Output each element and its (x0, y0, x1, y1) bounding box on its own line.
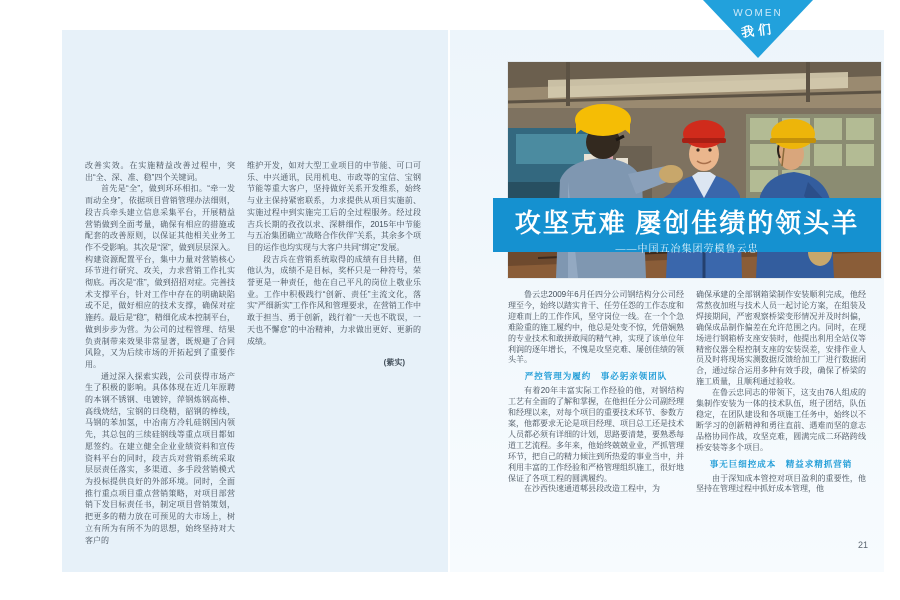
article-subtitle: ——中国五冶集团劳模鲁云忠 (615, 244, 759, 255)
right-page-columns (508, 290, 866, 495)
byline: (紫实) (383, 358, 405, 368)
section-subhead: 事无巨细控成本 精益求精抓营销 (709, 458, 853, 469)
paragraph: 确保承建的全部钢箱梁制作安装顺利完成，他经常熬夜加班与技术人员一起讨论方案，在组装及焊接期间，严密观察桥梁变形情况并及时纠偏，确保成品制作偏差在允许范围之内。同时，在现场进行钢箱桥支座安装时，他提出利用全站仪等精密仪器全程控制支座的安装误差，安排作业人员及时将现场实测数据反馈给加工厂进行数据闭合，通过综合运用多种有效手段，确保了桥梁的施工质量，且顺利通过验收。 (696, 290, 866, 387)
left-page-columns (85, 160, 421, 546)
right-page (450, 30, 884, 572)
paragraph: 改善实效。在实施精益改善过程中，突出“全、深、准、稳”四个关键词。 (85, 161, 235, 182)
left-column-1 (85, 160, 235, 546)
paragraph: 在沙西快速通道郫县段改造工程中，为 (524, 484, 660, 494)
page-number: 21 (857, 540, 868, 550)
corner-tag-zh: 我们 (740, 20, 776, 41)
left-column-2 (247, 160, 421, 546)
section-subhead: 严控管理为履约 事必躬亲领团队 (524, 371, 668, 382)
article-title: 攻坚克难 屡创佳绩的领头羊 (514, 209, 860, 238)
right-column-1 (508, 290, 684, 495)
left-page (62, 30, 448, 572)
paragraph: 通过深入探索实践，公司获得市场产生了积极的影响。具体体现在近几年原聘的本钢不锈钢、电镀锌，萍钢炼钢高棒、高线烧结，宝钢的日绕精，韶钢的棒线，马钢的苯加氢，中冶南方冷轧硅钢国内领先，其总包的三续硅钢线等重点项目都如愿签约。在建立健全企业业绩资料和宣传资料平台的同时，段吉兵对营销系统采取层层责任落实，多渠道、多手段营销模式为投标提供良好的外部环境。同时，全面推行重点项目重点营销策略，对项目部营销下发目标责任书，制定项目营销策划，把更多的精力放在可预见的大市场上，树立有所为有所不为的思想，始终坚持对大客户的 (85, 371, 235, 545)
corner-tag-text (703, 8, 813, 39)
article-title-banner (493, 198, 881, 255)
paragraph: 段吉兵在营销系统取得的成绩有目共睹，但他认为，成绩不是目标，奖杯只是一种符号，荣誉更是一种责任，他在自己平凡的岗位上敬业乐业。工作中积极践行“创新、责任”主流文化，落实“严细新实”工作作风和管理要求，在营销工作中敢于担当、勇于创新，践行着“一天也不耽误，一天也不懈怠”的中冶精神，力求做出更好、更新的成绩。 (247, 254, 421, 346)
paragraph: 维护开发，如对大型工业项目的中节能、可口可乐、中兴通讯，民用机电、市政等的宝信、宝钢节能等重大客户，坚持做好关系开发维系，始终与业主保持紧密联系，力求提供从项目实施前、实施过程中到实施完工后的全过程服务。经过段吉兵长期的孜孜以求、深耕细作，2015年中节能与五冶集团确立“战略合作伙伴”关系，其余多个项目的运作也均实现与大客户共同“绑定”发展。 (247, 161, 421, 252)
paragraph: 有着20年丰富实际工作经验的他，对钢结构工艺有全面的了解和掌握，在他担任分公司副经理和经理以来，对每个项目的重要技术环节、参数方案，他都要求无论是项目经理、项目总工还是技术人员都必须有详细的计划，思路要清楚，要熟悉每道工艺流程。多年来，他始终兢兢业业，严抓管理环节，把自己的精力倾注到所热爱的事业当中，并利用丰富的工作经验和严格管理组织施工，很好地保证了各项工程的圆满履约。 (508, 386, 684, 483)
right-column-2 (696, 290, 866, 495)
paragraph: 在鲁云忠同志的带领下，这支由76人组成的集制作安装为一体的技术队伍，班子团结，队伍稳定，在团队建设和各项施工任务中，始终以不断学习的创新精神和勇往直前、遇难而坚的意志品格协同作战，攻坚克难，圆满完成二环路跨线桥安装等多个项目。 (696, 388, 866, 452)
paragraph: 由于深知成本管控对项目盈利的重要性，他坚持在管理过程中抓好成本管理，他 (696, 473, 866, 494)
paragraph: 鲁云忠2009年6月任四分公司钢结构分公司经理至今，始终以踏实肯干、任劳任怨的工作态度和迎难而上的工作作风，坚守岗位一线。在一个个急难险重的施工履约中，他总是处变不惊，凭借娴熟的专业技术和敢拼敢闯的精气神，实现了该单位年利润的逐年增长，不愧是攻坚克难、屡创佳绩的领头羊。 (508, 290, 684, 365)
paragraph: 首先是“全”，做到环环相扣。“牵一发而动全身”，依据项目营销管理办法细则，段吉兵牵头建立信息采集平台，开展精益营销做到全面考量，确保有相应的措施或配套的改善原则，以保证其他相关业务工作不受影响。其次是“深”，做到层层深入。构建资源配置平台，集中力量对营销核心环节进行研究、攻关，力求营销工作扎实彻底。再次是“准”，做到招招对症。完善技术支撑平台，针对工作中存在的明确缺陷或不足，做好相应的技术支撑，确保对症施药。最后是“稳”，精细化成本控制平台，做到步步为营。为公司的过程管理、结果负责制带来效果非常显著，既规避了合同风险，又为后续市场的开拓起到了重要作用。 (85, 184, 235, 369)
corner-tag (703, 0, 813, 58)
corner-tag-en: WOMEN (733, 8, 783, 19)
